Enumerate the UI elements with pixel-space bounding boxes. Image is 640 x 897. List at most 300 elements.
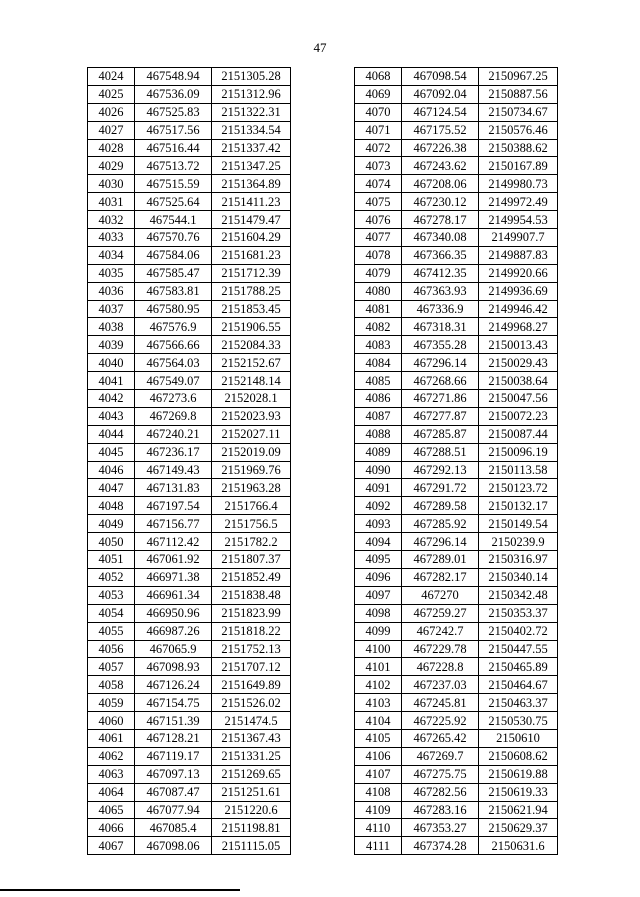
y-coordinate-cell: 2150619.88 (479, 765, 558, 783)
y-coordinate-cell: 2150464.67 (479, 676, 558, 694)
x-coordinate-cell: 467583.81 (135, 282, 212, 300)
x-coordinate-cell: 467128.21 (135, 729, 212, 747)
x-coordinate-cell: 467576.9 (135, 318, 212, 336)
x-coordinate-cell: 467549.07 (135, 372, 212, 390)
y-coordinate-cell: 2151474.5 (212, 712, 291, 730)
x-coordinate-cell: 467289.01 (402, 551, 479, 569)
y-coordinate-cell: 2151838.48 (212, 586, 291, 604)
table-row (88, 372, 291, 390)
y-coordinate-cell: 2152148.14 (212, 372, 291, 390)
table-row (355, 586, 558, 604)
table-row (88, 729, 291, 747)
x-coordinate-cell: 467197.54 (135, 497, 212, 515)
point-number-cell: 4035 (88, 264, 135, 282)
x-coordinate-cell: 467536.09 (135, 85, 212, 103)
x-coordinate-cell: 467525.64 (135, 193, 212, 211)
table-row (355, 372, 558, 390)
x-coordinate-cell: 467285.87 (402, 425, 479, 443)
table-row (355, 622, 558, 640)
point-number-cell: 4044 (88, 425, 135, 443)
x-coordinate-cell: 467277.87 (402, 407, 479, 425)
table-row (355, 837, 558, 855)
x-coordinate-cell: 467275.75 (402, 765, 479, 783)
y-coordinate-cell: 2151364.89 (212, 175, 291, 193)
point-number-cell: 4086 (355, 390, 402, 408)
point-number-cell: 4088 (355, 425, 402, 443)
point-number-cell: 4049 (88, 515, 135, 533)
point-number-cell: 4094 (355, 533, 402, 551)
table-row (88, 211, 291, 229)
x-coordinate-cell: 467282.17 (402, 568, 479, 586)
table-row (88, 819, 291, 837)
point-number-cell: 4028 (88, 139, 135, 157)
x-coordinate-cell: 467355.28 (402, 336, 479, 354)
x-coordinate-cell: 467353.27 (402, 819, 479, 837)
point-number-cell: 4083 (355, 336, 402, 354)
y-coordinate-cell: 2150038.64 (479, 372, 558, 390)
x-coordinate-cell: 467273.6 (135, 390, 212, 408)
point-number-cell: 4047 (88, 479, 135, 497)
table-row (88, 479, 291, 497)
point-number-cell: 4043 (88, 407, 135, 425)
x-coordinate-cell: 467242.7 (402, 622, 479, 640)
y-coordinate-cell: 2152084.33 (212, 336, 291, 354)
x-coordinate-cell: 467412.35 (402, 264, 479, 282)
table-row (88, 229, 291, 247)
x-coordinate-cell: 467098.54 (402, 68, 479, 86)
y-coordinate-cell: 2149968.27 (479, 318, 558, 336)
x-coordinate-cell: 466971.38 (135, 568, 212, 586)
y-coordinate-cell: 2150621.94 (479, 801, 558, 819)
x-coordinate-cell: 467269.7 (402, 747, 479, 765)
point-number-cell: 4059 (88, 694, 135, 712)
x-coordinate-cell: 467271.86 (402, 390, 479, 408)
point-number-cell: 4067 (88, 837, 135, 855)
y-coordinate-cell: 2151807.37 (212, 551, 291, 569)
x-coordinate-cell: 467566.66 (135, 336, 212, 354)
y-coordinate-cell: 2150132.17 (479, 497, 558, 515)
table-row (355, 551, 558, 569)
y-coordinate-cell: 2150353.37 (479, 604, 558, 622)
y-coordinate-cell: 2151712.39 (212, 264, 291, 282)
x-coordinate-cell: 467085.4 (135, 819, 212, 837)
table-row (355, 729, 558, 747)
x-coordinate-cell: 467366.35 (402, 246, 479, 264)
x-coordinate-cell: 467126.24 (135, 676, 212, 694)
point-number-cell: 4105 (355, 729, 402, 747)
point-number-cell: 4073 (355, 157, 402, 175)
y-coordinate-cell: 2151681.23 (212, 246, 291, 264)
table-row (355, 354, 558, 372)
point-number-cell: 4080 (355, 282, 402, 300)
point-number-cell: 4109 (355, 801, 402, 819)
point-number-cell: 4082 (355, 318, 402, 336)
y-coordinate-cell: 2150610 (479, 729, 558, 747)
point-number-cell: 4051 (88, 551, 135, 569)
table-row (88, 837, 291, 855)
x-coordinate-cell: 467112.42 (135, 533, 212, 551)
table-row (355, 390, 558, 408)
point-number-cell: 4048 (88, 497, 135, 515)
x-coordinate-cell: 467517.56 (135, 121, 212, 139)
y-coordinate-cell: 2150167.89 (479, 157, 558, 175)
y-coordinate-cell: 2151479.47 (212, 211, 291, 229)
y-coordinate-cell: 2151269.65 (212, 765, 291, 783)
y-coordinate-cell: 2151347.25 (212, 157, 291, 175)
y-coordinate-cell: 2152028.1 (212, 390, 291, 408)
table-row (355, 515, 558, 533)
y-coordinate-cell: 2151220.6 (212, 801, 291, 819)
point-number-cell: 4076 (355, 211, 402, 229)
x-coordinate-cell: 467544.1 (135, 211, 212, 229)
y-coordinate-cell: 2151852.49 (212, 568, 291, 586)
y-coordinate-cell: 2151604.29 (212, 229, 291, 247)
table-row (355, 264, 558, 282)
x-coordinate-cell: 467318.31 (402, 318, 479, 336)
point-number-cell: 4102 (355, 676, 402, 694)
point-number-cell: 4106 (355, 747, 402, 765)
y-coordinate-cell: 2150123.72 (479, 479, 558, 497)
x-coordinate-cell: 467548.94 (135, 68, 212, 86)
table-row (88, 801, 291, 819)
x-coordinate-cell: 467077.94 (135, 801, 212, 819)
x-coordinate-cell: 467229.78 (402, 640, 479, 658)
table-row (88, 282, 291, 300)
table-row (88, 103, 291, 121)
x-coordinate-cell: 466961.34 (135, 586, 212, 604)
y-coordinate-cell: 2150631.6 (479, 837, 558, 855)
table-row (355, 139, 558, 157)
table-row (88, 85, 291, 103)
table-row (355, 712, 558, 730)
table-row (88, 425, 291, 443)
y-coordinate-cell: 2150619.33 (479, 783, 558, 801)
y-coordinate-cell: 2149972.49 (479, 193, 558, 211)
y-coordinate-cell: 2150149.54 (479, 515, 558, 533)
point-number-cell: 4057 (88, 658, 135, 676)
y-coordinate-cell: 2150340.14 (479, 568, 558, 586)
point-number-cell: 4045 (88, 443, 135, 461)
x-coordinate-cell: 467363.93 (402, 282, 479, 300)
point-number-cell: 4108 (355, 783, 402, 801)
x-coordinate-cell: 467516.44 (135, 139, 212, 157)
point-number-cell: 4069 (355, 85, 402, 103)
x-coordinate-cell: 467291.72 (402, 479, 479, 497)
y-coordinate-cell: 2151788.25 (212, 282, 291, 300)
x-coordinate-cell: 467156.77 (135, 515, 212, 533)
point-number-cell: 4053 (88, 586, 135, 604)
y-coordinate-cell: 2151526.02 (212, 694, 291, 712)
table-row (355, 783, 558, 801)
point-number-cell: 4103 (355, 694, 402, 712)
point-number-cell: 4091 (355, 479, 402, 497)
y-coordinate-cell: 2150608.62 (479, 747, 558, 765)
table-row (88, 407, 291, 425)
y-coordinate-cell: 2150342.48 (479, 586, 558, 604)
point-number-cell: 4095 (355, 551, 402, 569)
y-coordinate-cell: 2150887.56 (479, 85, 558, 103)
y-coordinate-cell: 2149920.66 (479, 264, 558, 282)
y-coordinate-cell: 2152019.09 (212, 443, 291, 461)
x-coordinate-cell: 467228.8 (402, 658, 479, 676)
point-number-cell: 4041 (88, 372, 135, 390)
y-coordinate-cell: 2151115.05 (212, 837, 291, 855)
y-coordinate-cell: 2151823.99 (212, 604, 291, 622)
point-number-cell: 4046 (88, 461, 135, 479)
point-number-cell: 4072 (355, 139, 402, 157)
x-coordinate-cell: 467240.21 (135, 425, 212, 443)
table-row (355, 193, 558, 211)
y-coordinate-cell: 2151756.5 (212, 515, 291, 533)
point-number-cell: 4029 (88, 157, 135, 175)
x-coordinate-cell: 467151.39 (135, 712, 212, 730)
table-row (355, 300, 558, 318)
x-coordinate-cell: 467098.06 (135, 837, 212, 855)
table-row (88, 622, 291, 640)
table-row (355, 604, 558, 622)
table-row (88, 765, 291, 783)
point-number-cell: 4038 (88, 318, 135, 336)
point-number-cell: 4062 (88, 747, 135, 765)
y-coordinate-cell: 2150388.62 (479, 139, 558, 157)
table-row (88, 604, 291, 622)
page-number: 47 (313, 40, 327, 55)
table-row (88, 497, 291, 515)
y-coordinate-cell: 2152152.67 (212, 354, 291, 372)
table-row (88, 318, 291, 336)
point-number-cell: 4037 (88, 300, 135, 318)
x-coordinate-cell: 467285.92 (402, 515, 479, 533)
point-number-cell: 4039 (88, 336, 135, 354)
y-coordinate-cell: 2151198.81 (212, 819, 291, 837)
point-number-cell: 4030 (88, 175, 135, 193)
point-number-cell: 4097 (355, 586, 402, 604)
x-coordinate-cell: 467270 (402, 586, 479, 604)
point-number-cell: 4034 (88, 246, 135, 264)
x-coordinate-cell: 467288.51 (402, 443, 479, 461)
x-coordinate-cell: 467374.28 (402, 837, 479, 855)
y-coordinate-cell: 2150402.72 (479, 622, 558, 640)
y-coordinate-cell: 2150447.55 (479, 640, 558, 658)
x-coordinate-cell: 467124.54 (402, 103, 479, 121)
table-row (355, 175, 558, 193)
table-row (355, 819, 558, 837)
y-coordinate-cell: 2152027.11 (212, 425, 291, 443)
x-coordinate-cell: 467269.8 (135, 407, 212, 425)
x-coordinate-cell: 467087.47 (135, 783, 212, 801)
y-coordinate-cell: 2149887.83 (479, 246, 558, 264)
point-number-cell: 4025 (88, 85, 135, 103)
x-coordinate-cell: 467282.56 (402, 783, 479, 801)
table-row (88, 390, 291, 408)
y-coordinate-cell: 2149980.73 (479, 175, 558, 193)
point-number-cell: 4078 (355, 246, 402, 264)
coordinate-table-left (87, 67, 291, 855)
point-number-cell: 4026 (88, 103, 135, 121)
table-row (355, 533, 558, 551)
y-coordinate-cell: 2151331.25 (212, 747, 291, 765)
x-coordinate-cell: 467580.95 (135, 300, 212, 318)
x-coordinate-cell: 467515.59 (135, 175, 212, 193)
y-coordinate-cell: 2151337.42 (212, 139, 291, 157)
table-row (355, 407, 558, 425)
x-coordinate-cell: 467131.83 (135, 479, 212, 497)
y-coordinate-cell: 2150465.89 (479, 658, 558, 676)
x-coordinate-cell: 467296.14 (402, 354, 479, 372)
table-body (355, 68, 558, 855)
y-coordinate-cell: 2151818.22 (212, 622, 291, 640)
y-coordinate-cell: 2150530.75 (479, 712, 558, 730)
point-number-cell: 4066 (88, 819, 135, 837)
footer-rule (0, 889, 240, 891)
x-coordinate-cell: 467278.17 (402, 211, 479, 229)
table-row (355, 282, 558, 300)
x-coordinate-cell: 467296.14 (402, 533, 479, 551)
x-coordinate-cell: 467245.81 (402, 694, 479, 712)
point-number-cell: 4075 (355, 193, 402, 211)
point-number-cell: 4098 (355, 604, 402, 622)
x-coordinate-cell: 467098.93 (135, 658, 212, 676)
point-number-cell: 4093 (355, 515, 402, 533)
table-row (88, 551, 291, 569)
x-coordinate-cell: 467225.92 (402, 712, 479, 730)
table-row (355, 443, 558, 461)
x-coordinate-cell: 466987.26 (135, 622, 212, 640)
table-row (88, 676, 291, 694)
x-coordinate-cell: 467097.13 (135, 765, 212, 783)
point-number-cell: 4074 (355, 175, 402, 193)
point-number-cell: 4092 (355, 497, 402, 515)
table-row (88, 443, 291, 461)
point-number-cell: 4032 (88, 211, 135, 229)
x-coordinate-cell: 467243.62 (402, 157, 479, 175)
table-row (355, 68, 558, 86)
y-coordinate-cell: 2151334.54 (212, 121, 291, 139)
point-number-cell: 4100 (355, 640, 402, 658)
table-row (88, 712, 291, 730)
point-number-cell: 4079 (355, 264, 402, 282)
table-row (88, 336, 291, 354)
table-row (88, 139, 291, 157)
table-body (88, 68, 291, 855)
point-number-cell: 4042 (88, 390, 135, 408)
x-coordinate-cell: 467065.9 (135, 640, 212, 658)
y-coordinate-cell: 2151853.45 (212, 300, 291, 318)
y-coordinate-cell: 2151752.13 (212, 640, 291, 658)
point-number-cell: 4064 (88, 783, 135, 801)
x-coordinate-cell: 467564.03 (135, 354, 212, 372)
point-number-cell: 4033 (88, 229, 135, 247)
table-row (88, 264, 291, 282)
point-number-cell: 4071 (355, 121, 402, 139)
x-coordinate-cell: 467226.38 (402, 139, 479, 157)
table-row (355, 640, 558, 658)
y-coordinate-cell: 2151305.28 (212, 68, 291, 86)
y-coordinate-cell: 2151766.4 (212, 497, 291, 515)
y-coordinate-cell: 2150072.23 (479, 407, 558, 425)
table-row (88, 783, 291, 801)
table-row (88, 121, 291, 139)
point-number-cell: 4107 (355, 765, 402, 783)
point-number-cell: 4050 (88, 533, 135, 551)
table-row (355, 103, 558, 121)
point-number-cell: 4056 (88, 640, 135, 658)
y-coordinate-cell: 2149907.7 (479, 229, 558, 247)
y-coordinate-cell: 2150047.56 (479, 390, 558, 408)
x-coordinate-cell: 467154.75 (135, 694, 212, 712)
point-number-cell: 4090 (355, 461, 402, 479)
y-coordinate-cell: 2151322.31 (212, 103, 291, 121)
point-number-cell: 4104 (355, 712, 402, 730)
y-coordinate-cell: 2149954.53 (479, 211, 558, 229)
table-row (355, 765, 558, 783)
x-coordinate-cell: 467237.03 (402, 676, 479, 694)
y-coordinate-cell: 2151707.12 (212, 658, 291, 676)
y-coordinate-cell: 2150013.43 (479, 336, 558, 354)
y-coordinate-cell: 2149946.42 (479, 300, 558, 318)
table-row (355, 85, 558, 103)
y-coordinate-cell: 2150087.44 (479, 425, 558, 443)
table-row (355, 479, 558, 497)
y-coordinate-cell: 2150239.9 (479, 533, 558, 551)
y-coordinate-cell: 2150029.43 (479, 354, 558, 372)
x-coordinate-cell: 467513.72 (135, 157, 212, 175)
table-row (88, 586, 291, 604)
table-row (88, 568, 291, 586)
point-number-cell: 4040 (88, 354, 135, 372)
point-number-cell: 4084 (355, 354, 402, 372)
point-number-cell: 4111 (355, 837, 402, 855)
point-number-cell: 4099 (355, 622, 402, 640)
x-coordinate-cell: 467061.92 (135, 551, 212, 569)
y-coordinate-cell: 2151906.55 (212, 318, 291, 336)
point-number-cell: 4058 (88, 676, 135, 694)
x-coordinate-cell: 467149.43 (135, 461, 212, 479)
table-row (355, 801, 558, 819)
x-coordinate-cell: 467230.12 (402, 193, 479, 211)
point-number-cell: 4060 (88, 712, 135, 730)
table-row (355, 747, 558, 765)
table-row (88, 354, 291, 372)
point-number-cell: 4096 (355, 568, 402, 586)
point-number-cell: 4052 (88, 568, 135, 586)
y-coordinate-cell: 2151367.43 (212, 729, 291, 747)
x-coordinate-cell: 467336.9 (402, 300, 479, 318)
point-number-cell: 4081 (355, 300, 402, 318)
x-coordinate-cell: 467570.76 (135, 229, 212, 247)
point-number-cell: 4024 (88, 68, 135, 86)
table-row (355, 461, 558, 479)
y-coordinate-cell: 2151312.96 (212, 85, 291, 103)
y-coordinate-cell: 2150629.37 (479, 819, 558, 837)
y-coordinate-cell: 2152023.93 (212, 407, 291, 425)
table-row (355, 121, 558, 139)
x-coordinate-cell: 467292.13 (402, 461, 479, 479)
table-row (355, 568, 558, 586)
y-coordinate-cell: 2150967.25 (479, 68, 558, 86)
y-coordinate-cell: 2151649.89 (212, 676, 291, 694)
y-coordinate-cell: 2149936.69 (479, 282, 558, 300)
x-coordinate-cell: 467525.83 (135, 103, 212, 121)
x-coordinate-cell: 467584.06 (135, 246, 212, 264)
point-number-cell: 4068 (355, 68, 402, 86)
table-row (88, 461, 291, 479)
y-coordinate-cell: 2150463.37 (479, 694, 558, 712)
y-coordinate-cell: 2151969.76 (212, 461, 291, 479)
point-number-cell: 4065 (88, 801, 135, 819)
table-row (88, 515, 291, 533)
y-coordinate-cell: 2151411.23 (212, 193, 291, 211)
